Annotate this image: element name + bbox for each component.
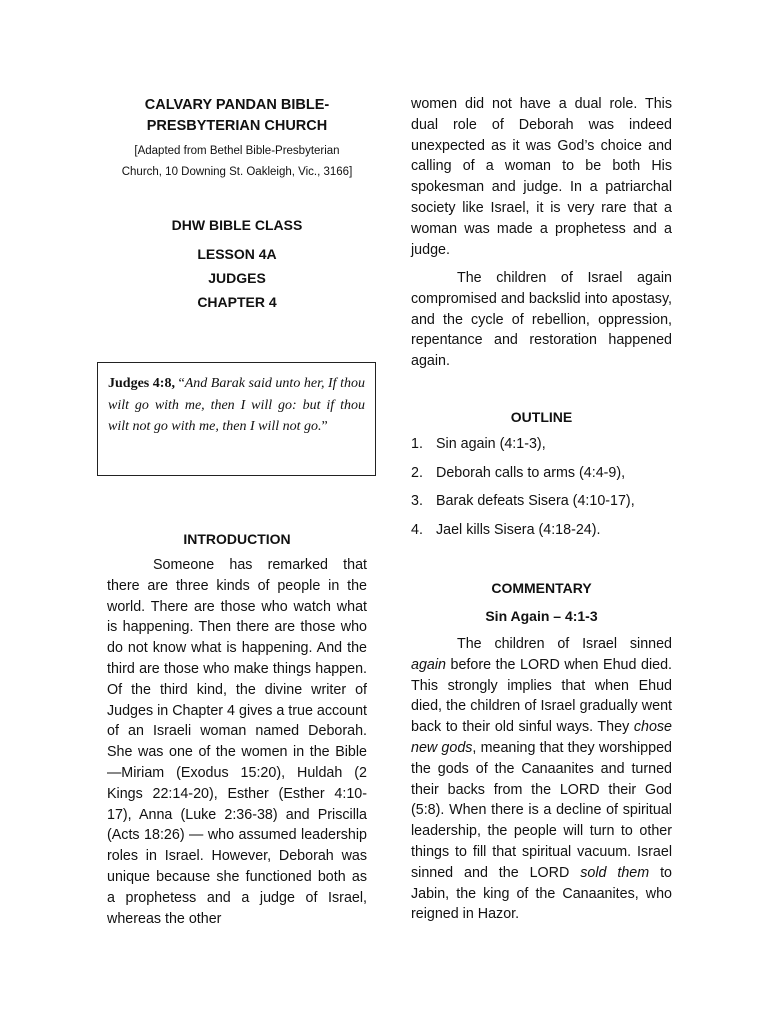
outline-heading: OUTLINE [510, 409, 573, 425]
introduction-paragraph: Someone has remarked that there are three kinds of people in the world. There are those who watch what is happening. Then there are those who do not know what is happening. And the third are those who make things happen. Of the third kind, the divine writer of Judges in Chapter 4 gives a true account of an Israeli woman named Deborah. She was one of the women in the Bible—Miriam (Exodus 15:20), Huldah (2 Kings 22:14-20), Esther (Esther 4:10-17), Anna (Luke 2:36-38) and Priscilla (Acts 18:26) — who assumed leadership roles in Israel. However, Deborah was unique because she functioned both as a prophetess and a judge of Israel, whereas the other [107, 557, 367, 927]
commentary-paragraph [411, 634, 672, 925]
outline-item-text: Jael kills Sisera (4:18-24). [436, 521, 601, 538]
outline-item [411, 491, 672, 520]
adapted-note [100, 141, 374, 183]
commentary-text-c: , meaning that they worshipped the gods of the Canaanites and turned their backs from the LORD their God (5:8). When there is a decline of spiritual leadership, the people will turn to other things to fill that spiritual vacuum. Israel sinned and the LORD [411, 739, 672, 881]
dual-role-paragraph: women did not have a dual role. This dual role of Deborah was indeed unexpected as it was God’s choice and calling of a woman to be both His spokesman and judge. In a patriarchal society like Israel, it is very rare that a woman was made a prophetess and a judge. [411, 96, 672, 258]
outline-item-number: 3. [411, 493, 423, 509]
outline-item [411, 520, 672, 549]
book-title: JUDGES [208, 270, 266, 286]
outline-list [411, 434, 672, 548]
apostasy-paragraph: The children of Israel again compromised and backslid into apostasy, and the cycle of rebellion, oppression, repentance and restoration happened again. [411, 270, 672, 370]
commentary-chose-new-gods: chose new gods [411, 719, 672, 756]
church-name-line1: CALVARY PANDAN BIBLE- [144, 97, 330, 113]
introduction-heading: INTRODUCTION [183, 531, 291, 547]
outline-item-text: Barak defeats Sisera (4:10-17), [436, 493, 635, 509]
commentary-sold-them: sold them [580, 864, 650, 881]
class-title: DHW BIBLE CLASS [171, 217, 303, 233]
commentary-text-d: to Jabin, the king of the Canaanites, who reigned in Hazor. [411, 864, 673, 923]
outline-item-number: 4. [411, 521, 423, 538]
commentary-again: again [411, 656, 446, 673]
key-verse-close-quote: ” [321, 419, 328, 434]
outline-item-number: 1. [411, 436, 423, 452]
lesson-number: LESSON 4A [197, 246, 277, 262]
adapted-note-line1: [Adapted from Bethel Bible-Presbyterian [134, 145, 340, 157]
key-verse [108, 373, 365, 438]
key-verse-reference: Judges 4:8, [108, 376, 175, 391]
key-verse-text: And Barak said unto her, If thou wilt go with me, then I will go: but if thou wilt not go with me, then I will not go. [108, 376, 365, 434]
outline-item-number: 2. [411, 464, 423, 481]
church-name-line2: PRESBYTERIAN CHURCH [146, 118, 328, 134]
key-verse-box [97, 362, 376, 476]
church-name [107, 95, 367, 137]
commentary-heading: COMMENTARY [491, 580, 592, 596]
outline-item [411, 463, 672, 492]
outline-item [411, 434, 672, 463]
commentary-text-a: The children of Israel sinned [457, 636, 672, 652]
outline-item-text: Deborah calls to arms (4:4-9), [436, 464, 626, 481]
commentary-subheading: Sin Again – 4:1-3 [485, 608, 598, 624]
commentary-text-b: before the LORD when Ehud died. This strongly implies that when Ehud died, the children of Israel gradually went back to their old sinful ways. They [411, 656, 672, 736]
outline-item-text: Sin again (4:1-3), [436, 436, 546, 452]
adapted-note-line2: Church, 10 Downing St. Oakleigh, Vic., 3166] [121, 166, 353, 178]
key-verse-open-quote: “ [174, 376, 185, 391]
chapter-title: CHAPTER 4 [197, 294, 277, 310]
